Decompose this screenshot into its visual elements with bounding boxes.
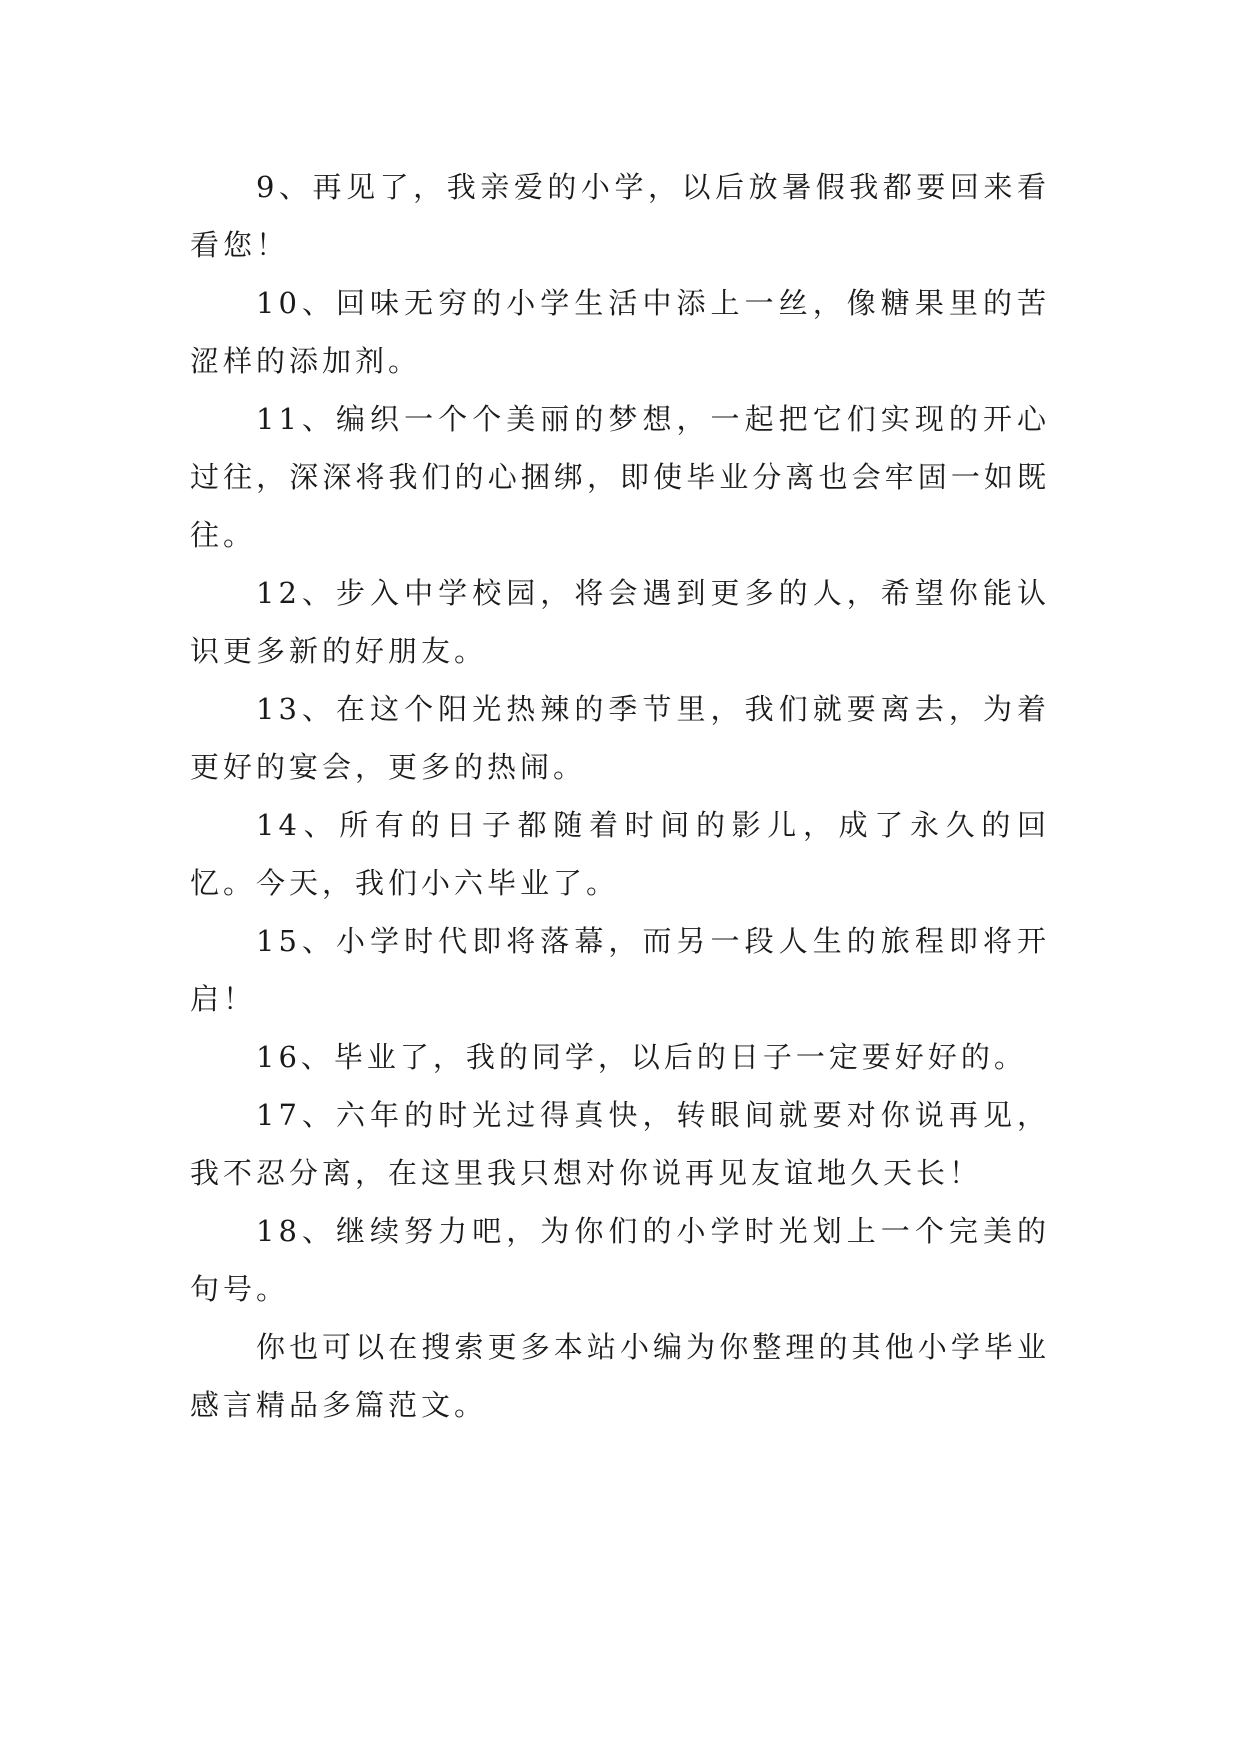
paragraph-item-13: 13、在这个阳光热辣的季节里，我们就要离去，为着更好的宴会，更多的热闹。 [190, 692, 1050, 784]
paragraph-item-9: 9、再见了，我亲爱的小学，以后放暑假我都要回来看看您！ [190, 170, 1050, 262]
paragraph-item-14: 14、所有的日子都随着时间的影儿，成了永久的回忆。今天，我们小六毕业了。 [190, 808, 1050, 900]
paragraph-item-15: 15、小学时代即将落幕，而另一段人生的旅程即将开启！ [190, 924, 1050, 1016]
paragraph-item-10: 10、回味无穷的小学生活中添上一丝，像糖果里的苦涩样的添加剂。 [190, 286, 1050, 378]
paragraph-item-16: 16、毕业了，我的同学，以后的日子一定要好好的。 [256, 1040, 1027, 1074]
paragraph-item-11: 11、编织一个个美丽的梦想，一起把它们实现的开心过往，深深将我们的心捆绑，即使毕业分离也会牢固一如既往。 [190, 402, 1050, 552]
document-body [190, 158, 1050, 1434]
paragraph-item-18: 18、继续努力吧，为你们的小学时光划上一个完美的句号。 [190, 1214, 1050, 1306]
paragraph-item-12: 12、步入中学校园，将会遇到更多的人，希望你能认识更多新的好朋友。 [190, 576, 1050, 668]
closing-note: 你也可以在搜索更多本站小编为你整理的其他小学毕业感言精品多篇范文。 [190, 1330, 1050, 1422]
paragraph-item-17: 17、六年的时光过得真快，转眼间就要对你说再见，我不忍分离，在这里我只想对你说再见友谊地久天长！ [190, 1098, 1050, 1190]
